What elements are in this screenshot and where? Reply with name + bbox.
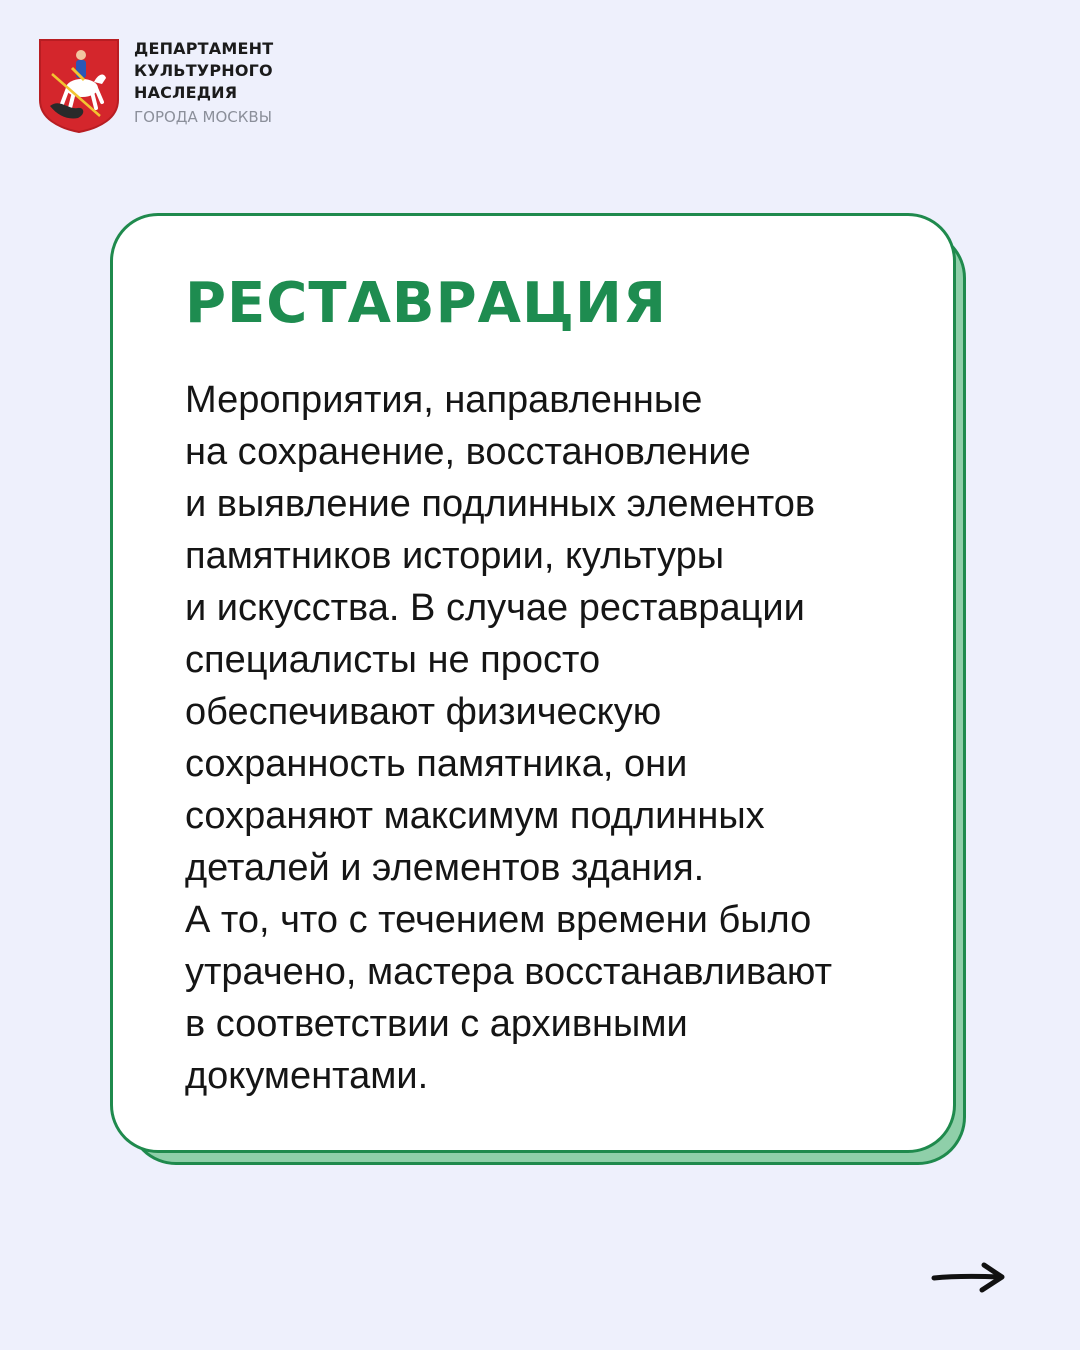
body-line: и искусства. В случае реставрации: [185, 587, 805, 629]
body-line: обеспечивают физическую: [185, 691, 662, 733]
dept-name-line-3: НАСЛЕДИЯ: [134, 83, 238, 102]
body-line: и выявление подлинных элементов: [185, 483, 816, 525]
body-line: А то, что с течением времени было: [185, 899, 812, 941]
card-title: РЕСТАВРАЦИЯ: [185, 271, 667, 336]
body-line: сохраняют максимум подлинных: [185, 795, 765, 837]
body-line: на сохранение, восстановление: [185, 431, 751, 473]
dept-city: ГОРОДА МОСКВЫ: [134, 108, 272, 126]
body-line: в соответствии с архивными: [185, 1003, 688, 1045]
body-line: Мероприятия, направленные: [185, 379, 703, 421]
definition-card: [110, 213, 956, 1153]
card-body-text: [185, 374, 925, 1102]
body-line: специалисты не просто: [185, 639, 601, 681]
body-line: утрачено, мастера восстанавливают: [185, 951, 833, 993]
arrow-right-icon[interactable]: [930, 1258, 1008, 1298]
body-line: деталей и элементов здания.: [185, 847, 705, 889]
department-logo: [38, 38, 273, 134]
body-line: сохранность памятника, они: [185, 743, 688, 785]
dept-name-line-2: КУЛЬТУРНОГО: [134, 61, 273, 80]
moscow-coat-of-arms-icon: [38, 38, 120, 134]
body-line: памятников истории, культуры: [185, 535, 725, 577]
department-name: [134, 38, 273, 128]
dept-name-line-1: ДЕПАРТАМЕНТ: [134, 39, 274, 58]
body-line: документами.: [185, 1055, 429, 1097]
